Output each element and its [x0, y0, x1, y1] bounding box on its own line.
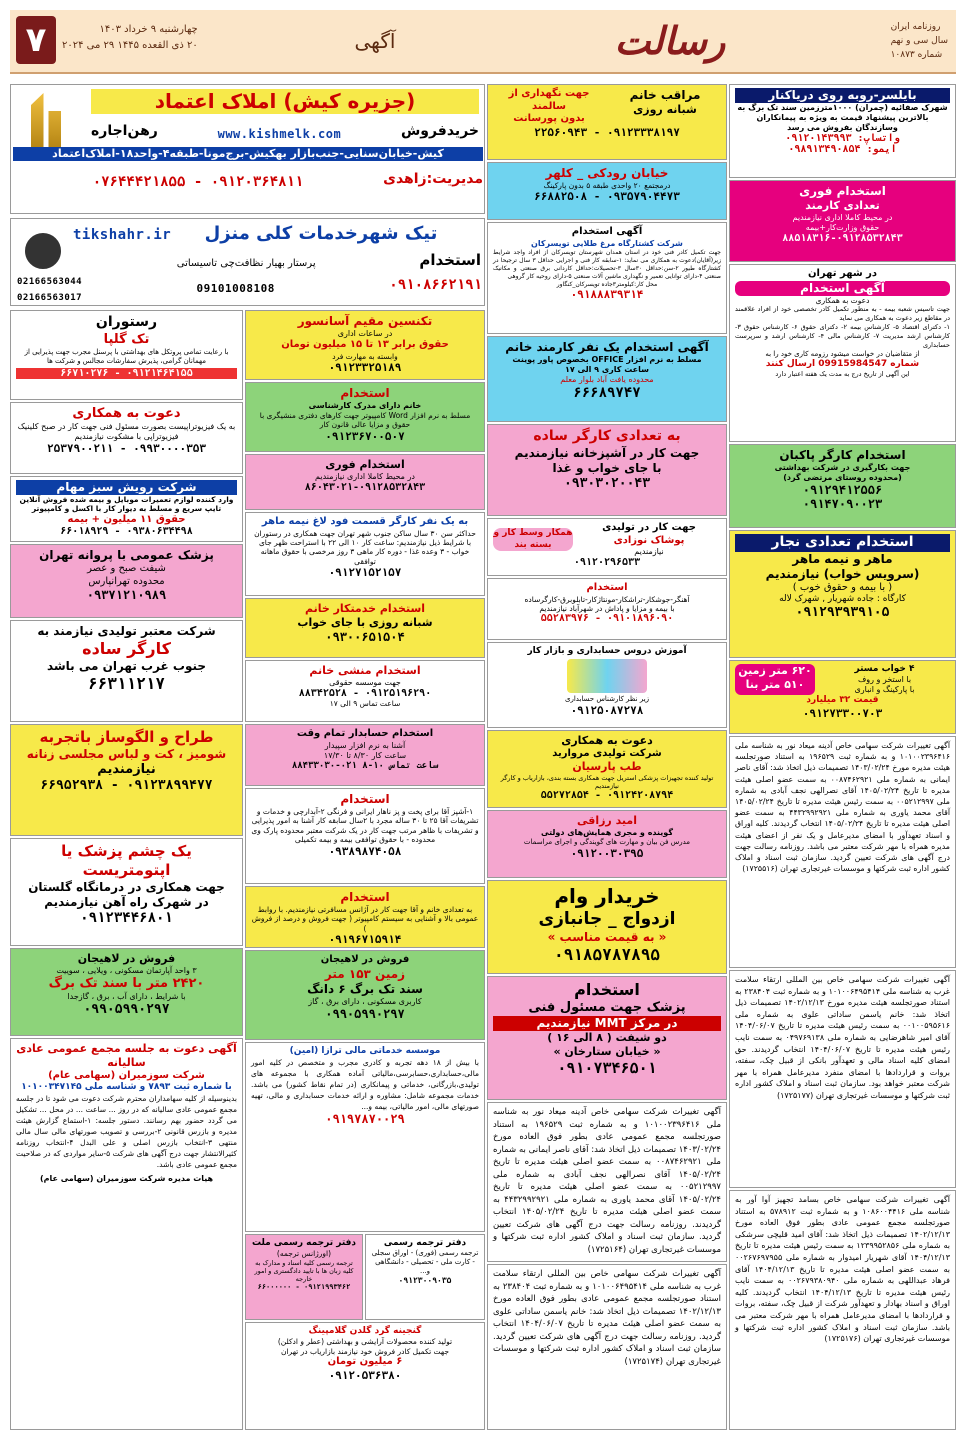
meta-line-1: سال سی و نهم — [890, 36, 948, 46]
fashion-need: نیازمندیم — [97, 761, 156, 777]
tailor-title: جهت کار در تولیدی — [602, 522, 696, 533]
housekeeper-phone: ۰۹۳۰۰۶۵۱۵۰۴ — [325, 629, 405, 644]
parttime-line2: ساعت کار ۸/۳۰ تا ۱۷/۳۰ — [323, 750, 407, 760]
housekeeper-line1: شبانه روزی با جای خواب — [297, 615, 433, 629]
rudaki-phone: ۰۹۳۵۷۹۰۴۴۷۳ - ۶۶۸۸۲۵۰۸ — [534, 190, 680, 204]
ad-notice4 — [487, 1102, 727, 1262]
ad-sharefox — [10, 1038, 243, 1430]
ad-worker — [245, 512, 485, 596]
ad-notice2 — [729, 970, 956, 1188]
dafter-phone: ۰۹۱۲۱۹۹۳۴۶۲ - ۶۶۰۰۰۰۰۰ — [257, 1283, 351, 1291]
ad-jewel — [487, 730, 727, 808]
jewel-title: دعوت به همکاری — [561, 734, 653, 747]
mmt-line1: پزشک جهت مسئول فنی — [528, 1000, 686, 1015]
date-line-1: چهارشنبه ۹ خرداد ۱۴۰۳ — [99, 24, 198, 35]
sales-title: بایلسر-روبه روی دریاکنار — [735, 88, 950, 103]
ad-sabz — [10, 476, 243, 542]
mmt-phone: ۰۹۱۰۷۳۴۶۵۰۱ — [557, 1058, 657, 1077]
ad-land — [729, 660, 956, 734]
nurse-phone: ۰۹۱۲۳۳۳۸۱۹۷ - ۲۲۵۶۰۹۴۳ — [534, 125, 680, 139]
ad-ganjine — [245, 1322, 485, 1430]
ganjine-line1: تولید کننده محصولات آرایشی و بهداشتی (عطر و ادکلن) — [277, 1337, 453, 1347]
ad-doctor — [10, 544, 243, 618]
loan-line1: ازدواج _ جانبازی — [538, 909, 676, 929]
ad-rudaki — [487, 162, 727, 220]
ad-iron — [487, 578, 727, 640]
sharefox-title: آگهی دعوت به جلسه مجمع عمومی عادی سالیانه — [16, 1042, 237, 1069]
lahijan-units: ۳ واحد آپارتمان مسکونی ، ویلایی ، سوییت — [56, 965, 197, 975]
ad-housekeeper — [245, 598, 485, 658]
sharif-phone: ۰۹۱۲۳۰۰۹۰۳۵ — [398, 1275, 452, 1285]
doctor-area: محدوده تهرانپارس — [88, 575, 165, 587]
ad-tikshahr — [10, 218, 485, 306]
housekeeper-title: استخدام خدمتکار خانم — [304, 602, 426, 615]
ad-oil — [487, 336, 727, 422]
lahijan2-line3: کاربری مسکونی ، دارای برق ، گاز — [308, 996, 422, 1006]
lahijan-phone: ۰۹۹۰۵۹۹۰۲۹۷ — [83, 1002, 170, 1017]
driver-phone: ۰۹۱۹۶۷۱۵۹۱۴ — [328, 933, 402, 947]
land-title: ۶۲۰ متر زمین — [738, 664, 812, 677]
sabz-title: شرکت رویش سبز مهام — [16, 480, 237, 495]
land-phone: ۰۹۱۲۷۳۳۰۰۷۰۳ — [802, 706, 883, 720]
ad-carpenter — [729, 530, 956, 658]
sales-phone1: واتساپ: ۰۹۱۲۰۱۴۳۹۹۳ — [785, 133, 900, 144]
jewel-line1: شرکت تولیدی مروارید — [552, 747, 662, 759]
sharefox-footer: هیات مدیره شرکت سوزمیران (سهامی عام) — [39, 1174, 214, 1184]
parttime-title: استخدام حسابدار تمام وقت — [296, 728, 434, 739]
tikshahr-hiring: استخدام — [419, 251, 481, 269]
carpenter-phone: ۰۹۱۲۹۳۹۳۹۱۰۵ — [795, 605, 890, 621]
ad-physio — [10, 402, 243, 474]
teacher-phone: ۰۹۱۲۵۰۸۷۲۷۸ — [570, 704, 644, 717]
accounting-illustration-icon — [567, 659, 647, 693]
ganjine-line2: جهت تکمیل کادر فروش خود نیازمند بازاریاب در تهران — [280, 1346, 450, 1356]
lahijan-area: ۲۴۲۰ متر با سند تک برگ — [48, 975, 205, 991]
notice5-body: آگهی تغییرات شرکت سهامی خاص بین المللی ارتقاء سلامت غرب به شناسه ملی ۱۰۱۰۰۶۴۹۵۴۱۴ و به شماره ثبت ۲۳۸۴۰۴ به استناد صورتجلسه مجمع عمومی عادی بطور فوق العاده مورخ ۱۴۰۲/۱۲/۱۳ تصمیمات ذیل اتخاذ شد: خانم یاسمن ساداتی علوی به سمت عضو اصلی هیئت مدیره تا تاریخ ۱۴۰۴/۰۶/۰۷ انتخاب گردید. روزنامه رسالت جهت درج آگهی های شرکت تعیین گردید. سازمان ثبت اسناد و املاک کشور اداره ثبت شرکتها و موسسات غیرتجاری تهران (۱۷۲۵۱۷۴) — [493, 1269, 722, 1367]
tikshahr-phone4: 02166563017 — [17, 293, 83, 303]
oil-line3: محدوده یافت آباد بلوار معلم — [560, 375, 654, 384]
issue-meta — [891, 20, 948, 62]
lahijan2-land: زمین ۱۵۳ متر — [324, 966, 406, 981]
oil-line2: ساعت کاری ۹ الی ۱۷ — [564, 365, 650, 374]
tikshahr-roles: پرستار بهیار نظافت‌چی تاسیساتی — [176, 258, 316, 269]
secretary-hours: ساعت تماس ۹ الی ۱۷ — [329, 698, 401, 708]
ad-loan — [487, 880, 727, 974]
ad-admin — [729, 180, 956, 262]
factory-title: شرکت معتبر تولیدی نیازمند به — [37, 624, 216, 638]
ad-paksan — [729, 444, 956, 528]
kish-line2: رهن‌اجاره — [91, 123, 158, 139]
land-line1: ۵۱۰ متر بنا — [745, 677, 805, 691]
notice4-body: آگهی تغییرات شرکت سهامی خاص آدینه میعاد نور به شناسه ملی ۱۰۱۰۰۲۳۹۶۴۱۶ و به شماره ثبت ۱۹۶۵۲۹ به استناد صورتجلسه مجمع عمومی عادی بطور فوق العاده مورخ ۱۴۰۳/۰۲/۲۴ تصمیمات ذیل اتخاذ شد: آقای ناصر ایمانی به شماره ملی ۰۰۸۷۴۶۲۹۲۱ به سمت عضو اصلی هیئت مدیره تا تاریخ ۱۴۰۵/۰۲/۲۴ آقای نصرالهی نجف آبادی به شماره ملی ۰۰۵۲۱۲۹۹۷ به سمت عضو اصلی هیئت مدیره تا تاریخ ۱۴۰۵/۰۲/۲۴ آقای محمد یاوری به شماره ملی ۴۴۳۲۹۹۲۹۲۱ به سمت عضو اصلی هیئت مدیره تا تاریخ ۱۴۰۵/۰۲/۲۴ انتخاب گردیدند. روزنامه رسالت جهت درج آگهی های شرکت تعیین گردید. سازمان ثبت اسناد و املاک کشور اداره ثبت شرکتها و موسسات غیرتجاری تهران (۱۷۲۵۱۶۴) — [493, 1107, 722, 1255]
mmt-line4: « خیابان ستارخان » — [553, 1045, 661, 1058]
ad-secretary — [245, 660, 485, 722]
secretary-title: استخدام منشی خانم — [309, 664, 421, 677]
elevator-title: تکنسین مقیم آسانسور — [297, 314, 433, 328]
building-icon — [21, 93, 71, 153]
nurse-title: مراقب خانم — [629, 88, 701, 102]
elevator-note: وابسته به مهارت فرد — [332, 351, 398, 361]
ad-lahijan2 — [245, 950, 485, 1040]
mmt-title: استخدام — [574, 980, 640, 999]
issue-date — [62, 22, 198, 54]
sharefox-reg: با شماره ثبت ۷۸۹۳ و شناسه ملی ۱۰۱۰۰۳۴۷۱۴۵ — [21, 1082, 232, 1092]
secretary-line1: جهت موسسه حقوقی — [329, 677, 401, 687]
accountant-degree: خانم دارای مدرک کارشناسی — [308, 401, 422, 410]
meta-line-2: شماره ۱۰۸۷۳ — [890, 50, 943, 60]
kish-web: www.kishmelk.com — [217, 127, 342, 141]
doctor-phone: ۰۹۳۷۱۲۱۰۹۸۹ — [86, 588, 167, 602]
optometrist-place: جهت همکاری در درمانگاه گلستان — [28, 879, 225, 894]
insurance-city: در شهر تهران — [807, 268, 878, 279]
doctor-shift: شیفت صبح و عصر — [87, 563, 166, 574]
physio-body: به یک فیزیوتراپیست بصورت مسئول فنی جهت کار در صبح کلینیک فیزیوتراپی با مشکوت نیازمندیم — [17, 422, 236, 442]
loan-phone: ۰۹۱۸۵۷۸۷۸۹۵ — [554, 945, 660, 965]
oil-phone: ۶۶۶۸۹۷۴۷ — [573, 385, 641, 401]
lahijan-title: فروش در لاهیجان — [77, 952, 176, 965]
page-number: ۷ — [16, 16, 56, 64]
insurance-roles: ۱- دکترای اقتصاد ۵- کارشناس بیمه ۲- دکترای حقوق ۶- کارشناس حقوق ۳- کارشناس ارشد مدیریت ۷- کارشناس مالی ۴- کارشناس ارشد و سرپرست حسابداری — [735, 322, 950, 349]
insurance-line2: از متقاضیان در خواست میشود رزومه کاری خود را به — [765, 349, 920, 358]
ad-driver — [245, 886, 485, 948]
kish-phones: ۰۹۱۲۰۳۶۴۸۱۱ - ۰۷۶۴۴۴۲۱۸۵۵ — [92, 174, 304, 190]
tailor-line1: پوشاک نوزادی — [613, 534, 685, 546]
ad-accountant — [245, 382, 485, 452]
teacher-title: آموزش دروس حسابداری و بازار کار — [527, 646, 687, 656]
tikshahr-phone1: ۰۹۱۰۸۶۶۲۱۹۱ — [389, 277, 482, 293]
date-line-2: ۲۰ ذی القعده ۱۴۴۵ ۲۹ می ۲۰۲۴ — [62, 40, 198, 51]
ad-tailor — [487, 518, 727, 576]
ad-chef — [245, 788, 485, 884]
paksan-line2: (محدوده روستای مرتضی گرد) — [783, 473, 902, 482]
mmt-line3: دو شیفت ( ۸ الی ۱۶ ) — [547, 1031, 667, 1045]
chicken-location: محل کار:کیلومتر۳جاده تویسرکان_کنگاور — [556, 280, 658, 288]
chicken-phone: ۰۹۱۸۸۸۳۹۳۱۴ — [570, 288, 644, 301]
rudaki-title: خیابان رودکی _ کلهر — [545, 166, 669, 180]
notice1-body: آگهی تغییرات شرکت سهامی خاص آدینه میعاد نور به شناسه ملی ۱۰۱۰۰۲۳۹۶۴۱۶ و به شماره ثبت ۱۹۶۵۲۹ به استناد صورتجلسه هیئت مدیره مورخ ۱۴۰۳/۰۲/۲۴ تصمیمات ذیل اتخاذ شد: آقای ناصر ایمانی به شماره ملی ۰۰۸۷۴۶۲۹۲۱ به سمت عضو اصلی هیئت مدیره تا تاریخ ۱۴۰۵/۰۲/۲۴ آقای نصرالهی نجف آبادی به شماره ملی ۰۰۵۲۱۲۹۹۷ به سمت رئیس هیئت مدیره تا تاریخ ۱۴۰۵/۰۲/۲۴ آقای محمد یاوری به شماره ملی ۴۴۳۲۹۹۲۹۲۱ به سمت عضو اصلی هیئت مدیره تا تاریخ ۱۴۰۵/۰۲/۲۴ انتخاب گردیدند. کلیه اوراق و اسناد تعهدآور با امضای مدیرعامل و یک نفر از اعضای هیئت مدیره همراه با مهر شرکت معتبر می باشد. روزنامه رسالت جهت درج آگهی های شرکت تعیین گردید. سازمان ثبت اسناد و املاک کشور اداره ثبت شرکتها و موسسات غیرتجاری تهران (۱۷۲۵۵۱۶) — [735, 741, 951, 874]
ganjine-phone: ۰۹۱۲۰۵۳۶۳۸۰ — [328, 1368, 402, 1382]
kish-address: کیش-خیابان‌سنایی-جنب‌بازار بهکیش-برج‌مونا-طبقه۴-واحد۱۸-املاک‌اعتماد — [13, 147, 483, 161]
ad-notice5 — [487, 1264, 727, 1430]
masthead — [10, 10, 956, 74]
loan-title: خریدار وام — [554, 884, 660, 908]
nurse-line2: بدون پورسانت — [513, 113, 585, 124]
accountant-phone: ۰۹۱۲۳۶۷۰۰۵۰۷ — [325, 429, 405, 443]
ad-nurse — [487, 84, 727, 160]
chef-title: استخدام — [340, 792, 390, 806]
kish-line1: خریدفروش — [400, 123, 479, 139]
land-line5: قیمت ۳۲ میلیارد — [806, 695, 879, 706]
land-line2: ۴ خواب مستر — [854, 664, 915, 674]
jewel-line2: طب پارسیان — [572, 760, 642, 774]
optometrist-title: یک چشم پزشک یا اپتومتریست — [61, 842, 192, 879]
section-title: آگهی — [354, 29, 396, 53]
ganjine-title: گنجینه گرد گلدن گلامپینگ — [308, 1326, 422, 1336]
chef-body: ۱-آشپز آقا برای پخت و پز ناهار ایرانی و فرنگی ۲-آبدارچی و خدمات و تشریفات آقا ۲۵ تا ۳۰ ساله مجرد با ۲سال سابقه کار آشنا به امور پذیرایی و تشریفات با ظاهر مرتب جهت کار در یک شرکت معتبر محدوده پارک وی محدوده - با حقوق توافقی بیمه و بیمه تکمیلی — [251, 807, 479, 845]
sharefox-body: بدینوسیله از کلیه سهامداران محترم شرکت دعوت می شود تا در جلسه مجمع عمومی عادی سالیانه که در روز ... ساعت ... در محل ... تشکیل می گردد حضور بهم رسانند. دستور جلسه: ۱-استماع گزارش هیئت مدیره و بازرس قانونی ۲-بررسی و تصویب صورتهای مالی سال مالی منتهی ۳-انتخاب بازرس اصلی و علی البدل ۴-انتخاب روزنامه کثیرالانتشار جهت درج آگهی های شرکت ۵-سایر مواردی که در صلاحیت مجمع عمومی عادی باشد. — [16, 1094, 238, 1170]
translate-title: موسسه خدماتی مالی ترازا (امین) — [289, 1046, 441, 1056]
tikshahr-title: تیک شهرخدمات کلی منزل — [204, 223, 438, 244]
iron-phone: ۰۹۱۰۱۸۹۶۰۹۰ - ۵۵۲۸۳۹۷۶ — [540, 613, 674, 625]
omid-title: امید رزاقی — [576, 814, 638, 827]
sharif-title: دفتر ترجمه رسمی — [383, 1238, 467, 1248]
mmt-line2: در مرکز MMT نیازمندیم — [493, 1016, 721, 1031]
carpenter-line3: ( با بیمه و حقوق خوب ) — [792, 581, 893, 593]
ad-fashion — [10, 724, 243, 836]
restaurant-body: با رعایت تمامی پروتکل های بهداشتی با پرسنل مجرب جهت پذیرایی از مهمانان گرامی، پذیرش سفارشات مجالس و شرکت ها — [24, 347, 229, 365]
dafter-line1: (اورژانس ترجمه) — [276, 1249, 332, 1259]
doctor-title: پزشک عمومی با پروانه تهران — [39, 548, 214, 562]
sabz-phone: ۰۹۳۸۰۶۳۴۴۹۸ - ۶۶۰۱۸۹۲۹ — [60, 526, 193, 538]
admin-line1: تعدادی کارمند — [805, 199, 880, 212]
ad-teacher — [487, 642, 727, 728]
ad-lahijan — [10, 948, 243, 1036]
omid-line1: گوینده و مجری همایش‌های دولتی — [541, 827, 673, 837]
land-line3: با استخر و روف — [857, 675, 912, 685]
notice3-body: آگهی تغییرات شرکت سهامی خاص بسامد تجهیز آوا آور به شناسه ملی ۱۰۸۶۰۰۴۴۱۶ و به شماره ثبت ۵۷۸۹۱۲ به استناد صورتجلسه مجمع عمومی عادی بطور فوق العاده مورخ ۱۴۰۲/۱۲/۱۳ تصمیمات ذیل اتخاذ شد: آقای امید قلیچی سرشکی به شماره ملی ۱۲۳۹۹۵۲۸۵۶ به سمت رئیس هیئت مدیره تا تاریخ ۱۴۰۴/۱۲/۱۳ آقای شهریار امیدوار به شماره ملی ۰۰۲۶۷۶۹۷۹۵۵ به سمت عضو اصلی هیئت مدیره تا تاریخ ۱۴۰۴/۱۲/۱۳ آقای فرهاد عبداللهی به شماره ملی ۰۰۲۶۷۹۳۸۰۹۴۰ به سمت نایب رئیس هیئت مدیره تا تاریخ ۱۴۰۴/۱۲/۱۳ انتخاب گردیدند. کلیه اوراق و اسناد بهادار و تعهدآور شرکت از قبیل چک، سفته، بروات و قراردادها با امضای مدیرعامل همراه با مهر شرکت معتبر می باشد. سازمان ثبت اسناد و املاک کشور اداره ثبت شرکتها و موسسات غیرتجاری تهران (۱۷۲۵۱۷۶) — [735, 1195, 950, 1344]
worker-phone: ۰۹۱۲۷۱۵۲۱۵۷ — [328, 566, 402, 579]
insurance-body: جهت تاسیس شعبه بیمه - به منظور تکمیل کادر تخصصی خود از افراد علاقمند در مقاطع زیر دعوت به همکاری می نماید — [735, 304, 950, 322]
worker-title: به یک نفر کارگر قسمت فود لاغ نیمه ماهر — [261, 516, 469, 527]
kitchen-line1: جهت کار در آشپزخانه نیازمندیم — [514, 445, 700, 460]
insurance-line3: این آگهی از تاریخ درج به مدت یک هفته اعتبار دارد — [775, 369, 910, 378]
paksan-phone1: ۰۹۱۲۹۴۱۲۵۵۶ — [802, 483, 883, 497]
fashion-items: شومیز ، کت و لباس مجلسی زنانه — [26, 746, 227, 761]
tailor-line2: نیازمندیم — [634, 547, 664, 556]
iron-title: استخدام — [586, 582, 628, 593]
ad-dafter — [245, 1234, 363, 1320]
teacher-line1: زیر نظر کارشناس حسابداری — [564, 695, 650, 704]
parttime-phone: ساعت تماس ۱۰-۸ ۰۲۱-۸۸۴۳۳۰۳۰ — [291, 760, 439, 771]
sabz-salary: حقوق ۱۱ میلیون + بیمه — [67, 513, 186, 525]
chicken-title: آگهی استخدام — [571, 226, 643, 237]
tikshahr-logo-icon — [21, 229, 65, 273]
tailor-badge: همکار وسط کار و بسته بند — [493, 528, 573, 550]
restaurant-phone: ۰۹۱۲۱۴۶۴۱۵۵ - ۶۶۷۱۰۲۷۶ — [16, 368, 237, 379]
driver-title: استخدام — [340, 890, 390, 904]
loan-line2: « به قیمت مناسب » — [547, 930, 667, 945]
admin-title: استخدام فوری — [799, 184, 886, 198]
office-title: استخدام فوری — [325, 458, 405, 471]
optometrist-area: در شهرک راه آهن نیازمندیم — [44, 894, 209, 909]
ad-parttime — [245, 724, 485, 786]
ad-chicken — [487, 222, 727, 334]
sharefox-company: شرکت سوزمیران (سهامی عام) — [48, 1069, 205, 1081]
iron-line1: آهنگر-جوشکار-تراشکار-مونتاژکار-تابلوبرق-کارگرساده — [524, 594, 690, 604]
ad-omid — [487, 810, 727, 878]
omid-body: مدرس فن بیان و مهارت های گویندگی و اجرای مراسمات — [523, 837, 691, 846]
iron-line2: با بیمه و مزایا و پاداش در شهرآباد نیازمندیم — [539, 603, 675, 613]
fashion-title: طراح و الگوساز باتجربه — [39, 728, 214, 746]
sales-body: شهرک صفائیه (چمران) ۱۰۰۰مترزمین سند تک برگ به بالاترین پیشنهاد قیمت به ویژه به پیمانکاران وسازندگان بفروش می رسد — [737, 103, 948, 132]
kitchen-title: به تعدادی کارگر ساده — [533, 428, 681, 444]
insurance-banner: آگهی استخدام — [735, 281, 950, 296]
ad-notice3 — [729, 1190, 956, 1430]
sharif-body: ترجمه رسمی (فوری) - اوراق سجلی - کارت ملی - تحصیلی - دانشگاهی و... — [371, 1249, 479, 1275]
rudaki-line2: درمجتمع ۲۰ واحدی طبقه ۵ بدون پارکینگ — [543, 181, 671, 190]
sales-phone2: ایمو: ۰۹۸۹۱۳۴۹۰۸۵۴ — [788, 144, 897, 155]
fashion-phone: ۰۹۱۲۳۸۹۹۴۷۷ - ۶۶۹۵۲۹۳۸ — [40, 778, 213, 793]
tikshahr-web: tikshahr.ir — [73, 227, 172, 243]
lahijan2-phone: ۰۹۹۰۵۹۹۰۲۹۷ — [325, 1006, 405, 1021]
omid-phone: ۰۹۱۲۰۰۳۰۳۹۵ — [570, 846, 644, 860]
ad-sales — [729, 84, 956, 178]
elevator-hours: در ساعات اداری — [337, 329, 393, 338]
kitchen-phone: ۰۹۳۰۳۰۲۰۰۴۳ — [563, 475, 651, 491]
optometrist-phone: ۰۹۱۲۳۴۴۶۸۰۱ — [80, 909, 173, 926]
paksan-phone2: ۰۹۱۴۷۰۹۰۰۲۳ — [802, 497, 883, 511]
carpenter-line1: ماهر و نیمه ماهر — [792, 551, 893, 566]
kish-manager: مدیریت:زاهدی — [383, 171, 483, 187]
tikshahr-phone3: 02166563044 — [17, 277, 83, 287]
oil-line1: مسلط به نرم افزار OFFICE بخصوص پاور پوینت — [512, 355, 702, 364]
factory-role: کارگر ساده — [82, 639, 171, 658]
lahijan2-title: فروش در لاهیجان — [320, 954, 410, 965]
secretary-phone: ۰۹۱۲۵۱۹۶۲۹۰ - ۸۸۳۴۲۵۲۸ — [298, 687, 432, 699]
lahijan-utilities: با شرایط ، دارای آب ، برق ، گازجدا — [67, 992, 186, 1001]
ad-notice1 — [729, 736, 956, 968]
worker-body: حداکثر سن ۳۰ سال ساکن جنوب شهر تهران جهت همکاری در رستوران با شرایط ذیل نیازمندیم: ساعت کار ۱۰ الی ۲۲ با استراحت ظهر جای خواب - ۳ وعده غذا - دوره کار ماهی ۳ روز مرخصی با حقوق ماهانه توافقی — [254, 528, 476, 566]
admin-phone: ۸۸۵۱۸۳۱۶-۰۹۱۲۸۵۳۲۸۴۳ — [782, 232, 903, 244]
office-line3: در محیط کاملا اداری نیازمندیم — [315, 471, 415, 481]
paksan-line1: جهت بکارگیری در شرکت بهداشتی — [774, 463, 911, 472]
elevator-salary: حقوق برابر ۱۳ تا ۱۵ میلیون تومان — [281, 339, 449, 350]
insurance-line1: دعوت به همکاری — [815, 295, 870, 305]
chef-phone: ۰۹۳۸۹۸۷۴۰۵۸ — [328, 844, 402, 858]
nurse-line1: شبانه روزی — [633, 103, 697, 116]
restaurant-title: رستوران — [95, 314, 158, 330]
carpenter-title: استخدام تعدادی نجار — [735, 534, 950, 552]
jewel-body: تولید کننده تجهیزات پزشکی استریل جهت همکاری بسته بندی، بازاریاب و کارگر نیازمندیم — [500, 774, 714, 791]
physio-title: دعوت به همکاری — [72, 406, 181, 421]
kitchen-line2: با جای خواب و غذا — [552, 460, 662, 475]
parttime-line1: آشنا به نرم افزار سپیدار — [324, 740, 406, 750]
paksan-title: استخدام کارگر پاکبان — [779, 448, 906, 462]
nurse-title2: جهت نگهداری از سالمند — [508, 88, 590, 112]
driver-body: به تعدادی خانم و آقا جهت کار در آژانس مسافرتی نیازمندیم. با روابط عمومی بالا و آشنایی به سیستم کامپیوتر ( جهت فروش و درصد از فروش ) — [251, 905, 479, 933]
translate-phone: ۰۹۱۹۷۸۷۰۰۲۹ — [325, 1112, 405, 1127]
factory-area: جنوب غرب تهران می باشد — [46, 659, 207, 673]
oil-title: آگهی استخدام یک نفر کارمند خانم — [505, 340, 709, 354]
jewel-phone: ۰۹۱۲۴۲۰۸۷۹۴ - ۵۵۲۷۲۸۵۴ — [540, 790, 674, 802]
accountant-body: مسلط به نرم افزار Word کامپیوتر جهت کارهای دفتری منشیگری با حقوق و مزایا عالی قانون کار — [259, 411, 471, 430]
carpenter-line2: (سرویس خواب) نیازمندیم — [765, 566, 920, 581]
ad-optometrist — [10, 838, 243, 946]
admin-line3: در محیط کاملا اداری نیازمندیم — [792, 212, 893, 222]
carpenter-line5: کارگاه : جاده شهریار , شهرک لاله — [779, 594, 906, 604]
elevator-phone: ۰۹۱۲۳۳۲۵۱۸۹ — [328, 360, 402, 374]
ad-kitchen — [487, 424, 727, 516]
kish-title: (جزیره کیش) املاک اعتماد — [91, 89, 479, 114]
ganjine-salary: ۶ میلیون تومان — [327, 1356, 403, 1367]
ad-kish — [10, 84, 485, 214]
ad-office — [245, 454, 485, 510]
tikshahr-phone2: 09101008108 — [196, 282, 275, 295]
insurance-phone: شماره 09915984547 ارسال کنند — [765, 358, 920, 369]
restaurant-name: تک گلپا — [103, 331, 150, 347]
physio-phone: ۰۹۹۳۰۰۰۰۳۵۳ - ۲۵۳۷۹۰۰۲۱۱ — [47, 442, 206, 456]
ad-insurance — [729, 264, 956, 442]
newspaper-logo: رسالت — [614, 18, 726, 63]
notice2-body: آگهی تغییرات شرکت سهامی خاص بین المللی ارتقاء سلامت غرب به شناسه ملی ۱۰۱۰۰۶۴۹۵۴۱۴ و به شماره ثبت ۲۳۸۴۰۴ به استناد صورتجلسه هیئت مدیره مورخ ۱۴۰۲/۱۲/۱۳ تصمیمات ذیل اتخاذ شد: خانم یاسمن ساداتی علوی به شماره ملی ۰۰۱۰۰۵۹۵۶۱۶ به سمت رئیس هیئت مدیره تا تاریخ ۱۴۰۴/۰۶/۰۷ آقای امیر شاهرضایی به شماره ملی ۰۴۹۷۶۹۱۳۸ به سمت نایب رئیس هیئت مدیره تا تاریخ ۱۴۰۴/۰۶/۰۷ انتخاب گردیدند. حق امضای کلیه اسناد مالی و تعهدآور بانکی از قبیل چک، سفته، بروات و قراردادها با امضای منفرد مدیرعامل همراه با مهر شرکت معتبر خواهد بود. سازمان ثبت اسناد و املاک کشور اداره ثبت شرکتها و موسسات غیرتجاری تهران (۱۷۲۵۱۷۷) — [735, 975, 951, 1100]
ad-mmt — [487, 976, 727, 1100]
translate-body: با بیش از ۱۸ دهه تجربه و کادری مجرب و متخصص در کلیه امور مالی،حسابداری،حسابرسی،مالیاتی آماده همکاری با مجموعه های تولیدی،بازرگانی، خدماتی و پیمانکاری (در تمام نقاط کشور) می باشد. خدمات مجموعه شامل: مشاوره و ارائه خدمات حسابداری و مالی، تهیه صورتهای مالی، امور مالیاتی، بیمه و... — [251, 1058, 479, 1112]
dafter-title: دفتر ترجمه رسمی ملت — [251, 1238, 357, 1248]
ad-factory — [10, 620, 243, 722]
dafter-body: ترجمه رسمی کلیه اسناد و مدارک به کلیه زبان ها با تایید دادگستری و امور خارجه — [254, 1258, 354, 1283]
ad-restaurant — [10, 310, 243, 400]
ad-translate — [245, 1042, 485, 1232]
accountant-title: استخدام — [340, 386, 390, 400]
land-line4: با پارکینگ و انباری — [854, 685, 915, 695]
office-phone: ۸۶۰۴۳۰۲۱-۰۹۱۲۸۵۳۲۸۴۳ — [304, 481, 426, 493]
lahijan2-deed: سند تک برگ ۶ دانگ — [307, 981, 423, 996]
ad-sharif — [365, 1234, 485, 1320]
factory-phone: ۶۶۳۱۱۲۱۷ — [87, 674, 166, 693]
ad-elevator — [245, 310, 485, 380]
tailor-phone: ۰۹۱۲۰۲۹۶۵۳۳ — [573, 557, 641, 568]
chicken-body: جهت تکمیل کادر فنی خود در استان همدان شهرستان تویسرکان از افراد واجد شرایط زیر(آقایان)دعوت به همکاری می نماید: ۱-سابقه کار فنی و اجرایی حداقل ۳ سال ترجیحا در کشتارگاه طیور ۲-سن:حداقل ۳۰سال ۳-تحصیلات:حداقل کاردانی برق صنعتی و مکانیک صنعتی ۴-دارای توانایی تعمیر و نگهداری ماشین آلات صنعتی ۵-دارای روحیه کار گروهی — [493, 248, 721, 280]
admin-line4: حقوق وزارت‌کار+بیمه — [805, 222, 880, 232]
sabz-body: وارد کننده لوازم تعمیرات موبایل و بیمه شده فروش آنلاین تایپ سریع و مسلط به دیوار کار با اکسل و کامپیوتر — [19, 495, 234, 514]
chicken-company: شرکت کشتارگاه مرغ طلایی تویسرکان — [531, 238, 683, 248]
meta-line-3: روزنامه ایران — [890, 22, 941, 32]
